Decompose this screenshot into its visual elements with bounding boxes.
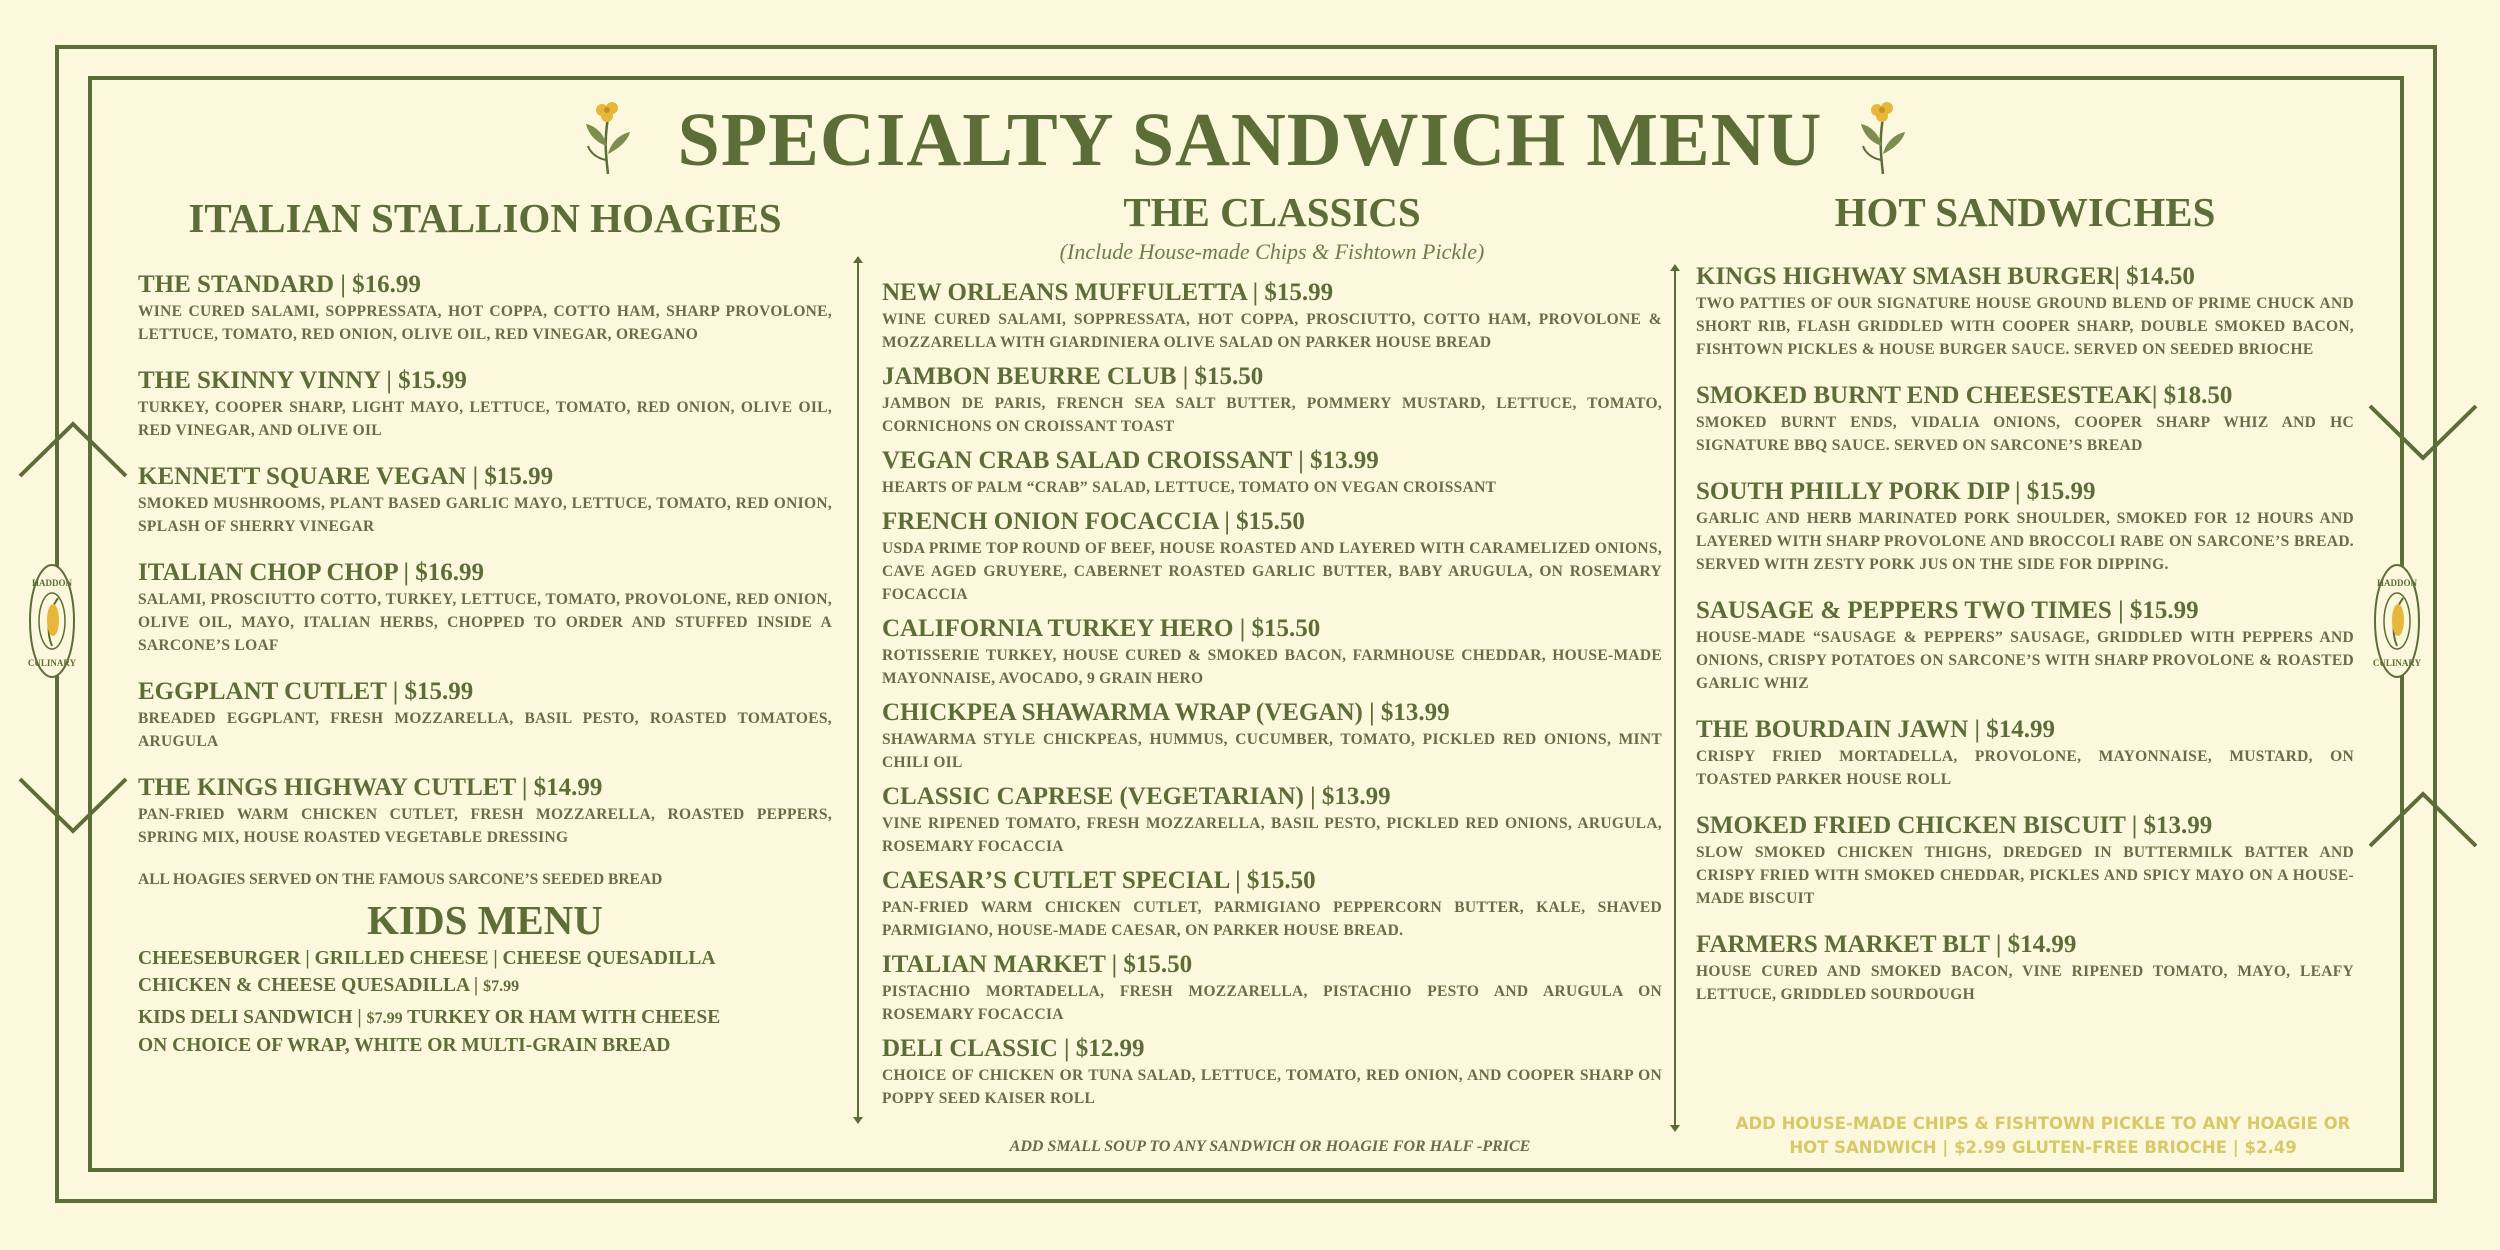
add-ons-line: ADD HOUSE-MADE CHIPS & FISHTOWN PICKLE TO ANY HOAGIE OR	[1735, 1114, 2351, 1133]
item-description: SHAWARMA STYLE CHICKPEAS, HUMMUS, CUCUMBER, TOMATO, PICKLED RED ONIONS, MINT CHILI OIL	[882, 731, 1662, 771]
item-name: FRENCH ONION FOCACCIA | $15.50	[882, 508, 1305, 535]
item-description: WINE CURED SALAMI, SOPPRESSATA, HOT COPPA, PROSCIUTTO, COTTO HAM, PROVOLONE & MOZZARELLA WITH GIARDINIERA OLIVE SALAD ON PARKER HOUSE BREAD	[882, 311, 1662, 351]
add-ons-line: HOT SANDWICH | $2.99 GLUTEN-FREE BRIOCHE | $2.49	[1789, 1138, 2297, 1157]
menu-item	[138, 558, 832, 657]
menu-item	[882, 698, 1662, 774]
item-description: SALAMI, PROSCIUTTO COTTO, TURKEY, LETTUCE, TOMATO, PROVOLONE, RED ONION, OLIVE OIL, MAYO, ITALIAN HERBS, CHOPPED TO ORDER AND STUFFED INSIDE A SARCONE’S LOAF	[138, 591, 832, 654]
item-name: KENNETT SQUARE VEGAN | $15.99	[138, 463, 554, 490]
hoagies-section	[138, 192, 832, 1059]
item-name: NEW ORLEANS MUFFULETTA | $15.99	[882, 279, 1334, 306]
item-name: THE BOURDAIN JAWN | $14.99	[1696, 716, 2056, 743]
item-name: SMOKED FRIED CHICKEN BISCUIT | $13.99	[1696, 812, 2213, 839]
menu-item	[882, 1034, 1662, 1110]
item-description: HEARTS OF PALM “CRAB” SALAD, LETTUCE, TOMATO ON VEGAN CROISSANT	[882, 479, 1497, 496]
kids-line	[138, 972, 832, 1000]
item-name: CAESAR’S CUTLET SPECIAL | $15.50	[882, 867, 1316, 894]
menu-item	[1696, 811, 2354, 910]
menu-item	[882, 362, 1662, 438]
item-description: CRISPY FRIED MORTADELLA, PROVOLONE, MAYONNAISE, MUSTARD, ON TOASTED PARKER HOUSE ROLL	[1696, 748, 2354, 788]
item-name: CHICKPEA SHAWARMA WRAP (VEGAN) | $13.99	[882, 699, 1450, 726]
menu-item	[138, 366, 832, 442]
kids-line: CHEESEBURGER | GRILLED CHEESE | CHEESE QUESADILLA	[138, 948, 716, 969]
menu-item	[1696, 596, 2354, 695]
menu-item	[138, 462, 832, 538]
menu-item	[138, 773, 832, 849]
kids-menu	[138, 945, 832, 1059]
section-heading: THE CLASSICS	[1123, 189, 1421, 235]
menu-item	[882, 278, 1662, 354]
item-name: EGGPLANT CUTLET | $15.99	[138, 678, 474, 705]
section-subheading: (Include House-made Chips & Fishtown Pickle)	[1059, 239, 1485, 264]
classics-section	[882, 186, 1662, 1118]
item-description: JAMBON DE PARIS, FRENCH SEA SALT BUTTER, POMMERY MUSTARD, LETTUCE, TOMATO, CORNICHONS ON CROISSANT TOAST	[882, 395, 1662, 435]
item-name: THE KINGS HIGHWAY CUTLET | $14.99	[138, 774, 603, 801]
menu-item	[1696, 715, 2354, 791]
chevron-down-icon	[18, 775, 128, 835]
item-name: CALIFORNIA TURKEY HERO | $15.50	[882, 615, 1321, 642]
seal-bottom-text: CULINARY	[2373, 658, 2421, 668]
item-description: HOUSE-MADE “SAUSAGE & PEPPERS” SAUSAGE, GRIDDLED WITH PEPPERS AND ONIONS, CRISPY POTATOES ON SARCONE’S WITH SHARP PROVOLONE & ROASTED GARLIC WHIZ	[1696, 629, 2354, 692]
menu-item	[882, 866, 1662, 942]
menu-item	[882, 446, 1662, 499]
kids-line-text: TURKEY OR HAM WITH CHEESE	[402, 1007, 721, 1028]
seal-top-text: HADDON	[2377, 578, 2417, 588]
soup-note: ADD SMALL SOUP TO ANY SANDWICH OR HOAGIE FOR HALF -PRICE	[1009, 1138, 1531, 1155]
menu-item	[1696, 930, 2354, 1006]
item-description: USDA PRIME TOP ROUND OF BEEF, HOUSE ROASTED AND LAYERED WITH CARAMELIZED ONIONS, CAVE AGED GRUYERE, CABERNET ROASTED GARLIC BUTTER, BABY ARUGULA, ON ROSEMARY FOCACCIA	[882, 540, 1662, 603]
item-name: CLASSIC CAPRESE (VEGETARIAN) | $13.99	[882, 783, 1391, 810]
menu-item	[1696, 477, 2354, 576]
section-heading: HOT SANDWICHES	[1834, 189, 2216, 235]
section-heading: ITALIAN STALLION HOAGIES	[188, 195, 782, 241]
column-divider	[1674, 270, 1676, 1126]
chevron-down-icon	[2368, 402, 2478, 462]
kids-line	[138, 1004, 832, 1032]
item-description: PAN-FRIED WARM CHICKEN CUTLET, FRESH MOZZARELLA, ROASTED PEPPERS, SPRING MIX, HOUSE ROASTED VEGETABLE DRESSING	[138, 806, 832, 846]
item-description: WINE CURED SALAMI, SOPPRESSATA, HOT COPPA, COTTO HAM, SHARP PROVOLONE, LETTUCE, TOMATO, RED ONION, OLIVE OIL, RED VINEGAR, OREGANO	[138, 303, 832, 343]
item-name: FARMERS MARKET BLT | $14.99	[1696, 931, 2077, 958]
kids-price: $7.99	[366, 1010, 403, 1027]
item-description: ROTISSERIE TURKEY, HOUSE CURED & SMOKED BACON, FARMHOUSE CHEDDAR, HOUSE-MADE MAYONNAISE, AVOCADO, 9 GRAIN HERO	[882, 647, 1662, 687]
item-description: SLOW SMOKED CHICKEN THIGHS, DREDGED IN BUTTERMILK BATTER AND CRISPY FRIED WITH SMOKED CHEDDAR, PICKLES AND SPICY MAYO ON A HOUSE-MADE BISCUIT	[1696, 844, 2354, 907]
item-name: SAUSAGE & PEPPERS TWO TIMES | $15.99	[1696, 597, 2199, 624]
item-name: THE STANDARD | $16.99	[138, 271, 421, 298]
item-description: SMOKED MUSHROOMS, PLANT BASED GARLIC MAYO, LETTUCE, TOMATO, RED ONION, SPLASH OF SHERRY VINEGAR	[138, 495, 832, 535]
seal-top-text: HADDON	[32, 578, 72, 588]
item-name: VEGAN CRAB SALAD CROISSANT | $13.99	[882, 447, 1379, 474]
chevron-up-icon	[18, 420, 128, 480]
menu-item	[138, 677, 832, 753]
kids-menu-heading: KIDS MENU	[367, 897, 603, 943]
item-description: GARLIC AND HERB MARINATED PORK SHOULDER, SMOKED FOR 12 HOURS AND LAYERED WITH SHARP PROVOLONE AND BROCCOLI RABE ON SARCONE’S BREAD. SERVED WITH ZESTY PORK JUS ON THE SIDE FOR DIPPING.	[1696, 510, 2354, 573]
menu-item	[1696, 262, 2354, 361]
menu-item	[882, 950, 1662, 1026]
item-description: VINE RIPENED TOMATO, FRESH MOZZARELLA, BASIL PESTO, PICKLED RED ONIONS, ARUGULA, ROSEMARY FOCACCIA	[882, 815, 1662, 855]
item-description: TURKEY, COOPER SHARP, LIGHT MAYO, LETTUCE, TOMATO, RED ONION, OLIVE OIL, RED VINEGAR, AND OLIVE OIL	[138, 399, 832, 439]
column-divider	[857, 262, 859, 1118]
item-name: THE SKINNY VINNY | $15.99	[138, 367, 467, 394]
menu-item	[1696, 381, 2354, 457]
item-description: PISTACHIO MORTADELLA, FRESH MOZZARELLA, PISTACHIO PESTO AND ARUGULA ON ROSEMARY FOCACCIA	[882, 983, 1662, 1023]
item-name: SMOKED BURNT END CHEESESTEAK| $18.50	[1696, 382, 2233, 409]
hot-sandwiches-section	[1696, 186, 2354, 1026]
haddon-culinary-logo	[28, 562, 76, 685]
seal-bottom-text: CULINARY	[28, 658, 76, 668]
item-name: JAMBON BEURRE CLUB | $15.50	[882, 363, 1264, 390]
menu-item	[882, 507, 1662, 606]
kids-line: ON CHOICE OF WRAP, WHITE OR MULTI-GRAIN BREAD	[138, 1035, 671, 1056]
item-name: DELI CLASSIC | $12.99	[882, 1035, 1145, 1062]
item-description: BREADED EGGPLANT, FRESH MOZZARELLA, BASIL PESTO, ROASTED TOMATOES, ARUGULA	[138, 710, 832, 750]
item-description: CHOICE OF CHICKEN OR TUNA SALAD, LETTUCE, TOMATO, RED ONION, AND COOPER SHARP ON POPPY SEED KAISER ROLL	[882, 1067, 1662, 1107]
add-ons-note	[1698, 1112, 2388, 1160]
item-name: ITALIAN MARKET | $15.50	[882, 951, 1193, 978]
item-name: ITALIAN CHOP CHOP | $16.99	[138, 559, 485, 586]
item-name: SOUTH PHILLY PORK DIP | $15.99	[1696, 478, 2096, 505]
kids-price: $7.99	[483, 978, 520, 995]
chevron-up-icon	[2368, 790, 2478, 850]
page-title: SPECIALTY SANDWICH MENU	[677, 98, 1823, 182]
item-name: KINGS HIGHWAY SMASH BURGER| $14.50	[1696, 263, 2195, 290]
item-description: HOUSE CURED AND SMOKED BACON, VINE RIPENED TOMATO, MAYO, LEAFY LETTUCE, GRIDDLED SOURDOUGH	[1696, 963, 2354, 1003]
item-description: SMOKED BURNT ENDS, VIDALIA ONIONS, COOPER SHARP WHIZ AND HC SIGNATURE BBQ SAUCE. SERVED ON SARCONE’S BREAD	[1696, 414, 2354, 454]
menu-item	[138, 270, 832, 346]
menu-item	[882, 782, 1662, 858]
haddon-culinary-logo	[2373, 562, 2421, 685]
menu-item	[882, 614, 1662, 690]
kids-line-text: CHICKEN & CHEESE QUESADILLA |	[138, 975, 484, 996]
kids-line-text: KIDS DELI SANDWICH |	[138, 1007, 367, 1028]
item-description: TWO PATTIES OF OUR SIGNATURE HOUSE GROUND BLEND OF PRIME CHUCK AND SHORT RIB, FLASH GRIDDLED WITH COOPER SHARP, DOUBLE SMOKED BACON, FISHTOWN PICKLES & HOUSE BURGER SAUCE. SERVED ON SEEDED BRIOCHE	[1696, 295, 2354, 358]
hoagie-bread-note: ALL HOAGIES SERVED ON THE FAMOUS SARCONE’S SEEDED BREAD	[138, 871, 663, 888]
item-description: PAN-FRIED WARM CHICKEN CUTLET, PARMIGIANO PEPPERCORN BUTTER, KALE, SHAVED PARMIGIANO, HOUSE-MADE CAESAR, ON PARKER HOUSE BREAD.	[882, 899, 1662, 939]
